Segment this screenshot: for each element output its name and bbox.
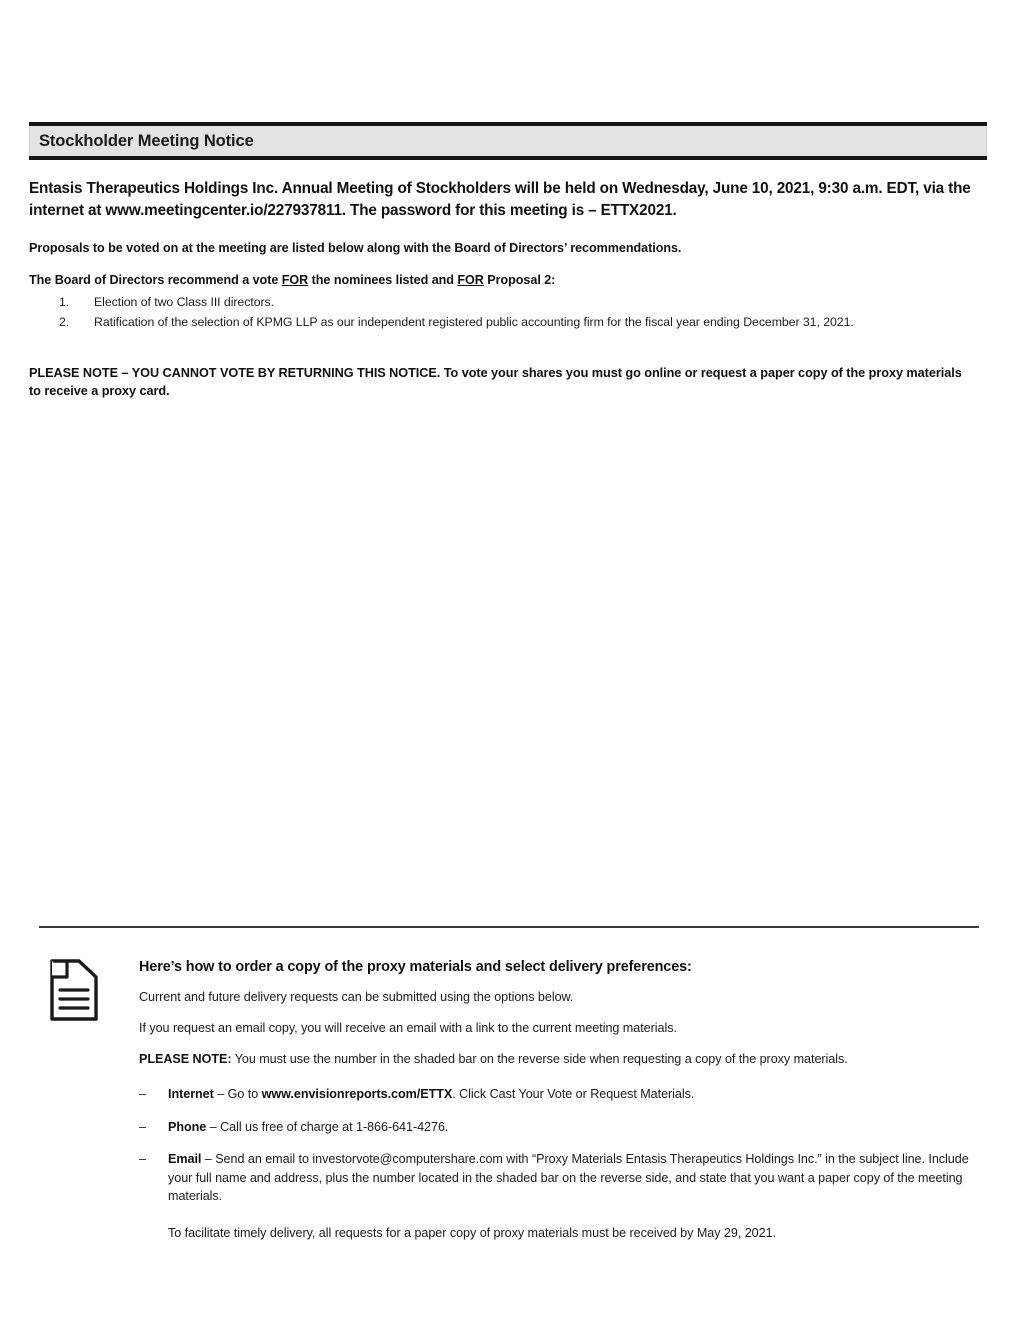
recommendation-for-proposal2: FOR [457, 273, 484, 287]
proposals-intro: Proposals to be voted on at the meeting are listed below along with the Board of Directors’ recommendations. [29, 241, 682, 255]
proposal-text: Ratification of the selection of KPMG LLP as our independent registered public accounting firm for the fiscal year ending December 31, 2021. [94, 315, 854, 329]
page-title: Stockholder Meeting Notice [39, 131, 254, 150]
proposal-item [29, 293, 971, 312]
section-divider [39, 926, 979, 928]
order-please-note-text: You must use the number in the shaded bar on the reverse side when requesting a copy of the proxy materials. [231, 1052, 848, 1066]
recommendation-for-nominees: FOR [281, 273, 309, 287]
notice-body [29, 178, 971, 400]
order-materials-section [47, 957, 977, 1242]
order-current-requests: Current and future delivery requests can be submitted using the options below. [139, 990, 574, 1004]
order-email-copy-info: If you request an email copy, you will receive an email with a link to the current meeting materials. [139, 1021, 677, 1035]
channel-item-phone[interactable] [139, 1118, 977, 1137]
dash-bullet: – [139, 1119, 146, 1134]
header-rule-bottom [29, 156, 987, 160]
channel-separator: – Send an email to investorvote@computershare.com with “Proxy Materials Entasis Therapeutics Holdings Inc.” in the subject line. Include your full name and address, plus the number located in the shaded bar on the reverse side, and state that you want a paper copy of the meeting materials. [168, 1152, 969, 1203]
channel-item-internet[interactable] [139, 1085, 977, 1104]
document-icon [47, 957, 101, 1023]
order-please-note [139, 1050, 977, 1068]
stockholder-meeting-notice-header [29, 122, 987, 160]
proposal-text: Election of two Class III directors. [94, 295, 274, 309]
channel-item-email[interactable] [139, 1150, 977, 1206]
order-section-title: Here’s how to order a copy of the proxy materials and select delivery preferences: [139, 959, 692, 975]
channel-rest: . Click Cast Your Vote or Request Materials. [452, 1087, 695, 1101]
proposal-number: 2. [59, 315, 70, 329]
dash-bullet: – [139, 1152, 146, 1166]
dash-bullet: – [139, 1087, 146, 1101]
please-note-cannot-vote: PLEASE NOTE – YOU CANNOT VOTE BY RETURNING THIS NOTICE. To vote your shares you must go online or request a paper copy of the proxy materials to receive a proxy card. [29, 366, 962, 398]
channel-separator: – Call us free of charge at 1-866-641-4276. [206, 1119, 449, 1134]
recommendation-prefix: The Board of Directors recommend a vote [29, 273, 282, 287]
recommendation-suffix: Proposal 2: [483, 273, 556, 287]
proposals-list [29, 293, 971, 332]
order-closing-deadline: To facilitate timely delivery, all requests for a paper copy of proxy materials must be received by May 29, 2021. [168, 1225, 776, 1240]
meeting-details-line1: Entasis Therapeutics Holdings Inc. Annual Meeting of Stockholders will be held on Wednesday, June 10, 2021, 9:30 a.m. EDT, [29, 180, 920, 197]
channel-label-internet: Internet [168, 1087, 214, 1101]
header-band [29, 126, 987, 156]
proposal-number: 1. [59, 295, 70, 309]
delivery-channels-list [139, 1085, 977, 1206]
proposal-item [29, 313, 971, 332]
board-recommendation [29, 272, 971, 289]
order-please-note-label: PLEASE NOTE: [139, 1052, 232, 1066]
channel-label-email: Email [168, 1152, 202, 1166]
internet-url[interactable]: www.envisionreports.com/ETTX [261, 1087, 453, 1101]
channel-label-phone: Phone [168, 1119, 207, 1134]
order-instructions [139, 959, 977, 1242]
meeting-details-line2: via the internet at www.meetingcenter.io/227937811. The password for this meeting is – ETTX2021. [29, 180, 971, 219]
meeting-details [29, 178, 971, 222]
recommendation-middle: the nominees listed and [308, 273, 458, 287]
channel-separator: – Go to [213, 1087, 262, 1101]
